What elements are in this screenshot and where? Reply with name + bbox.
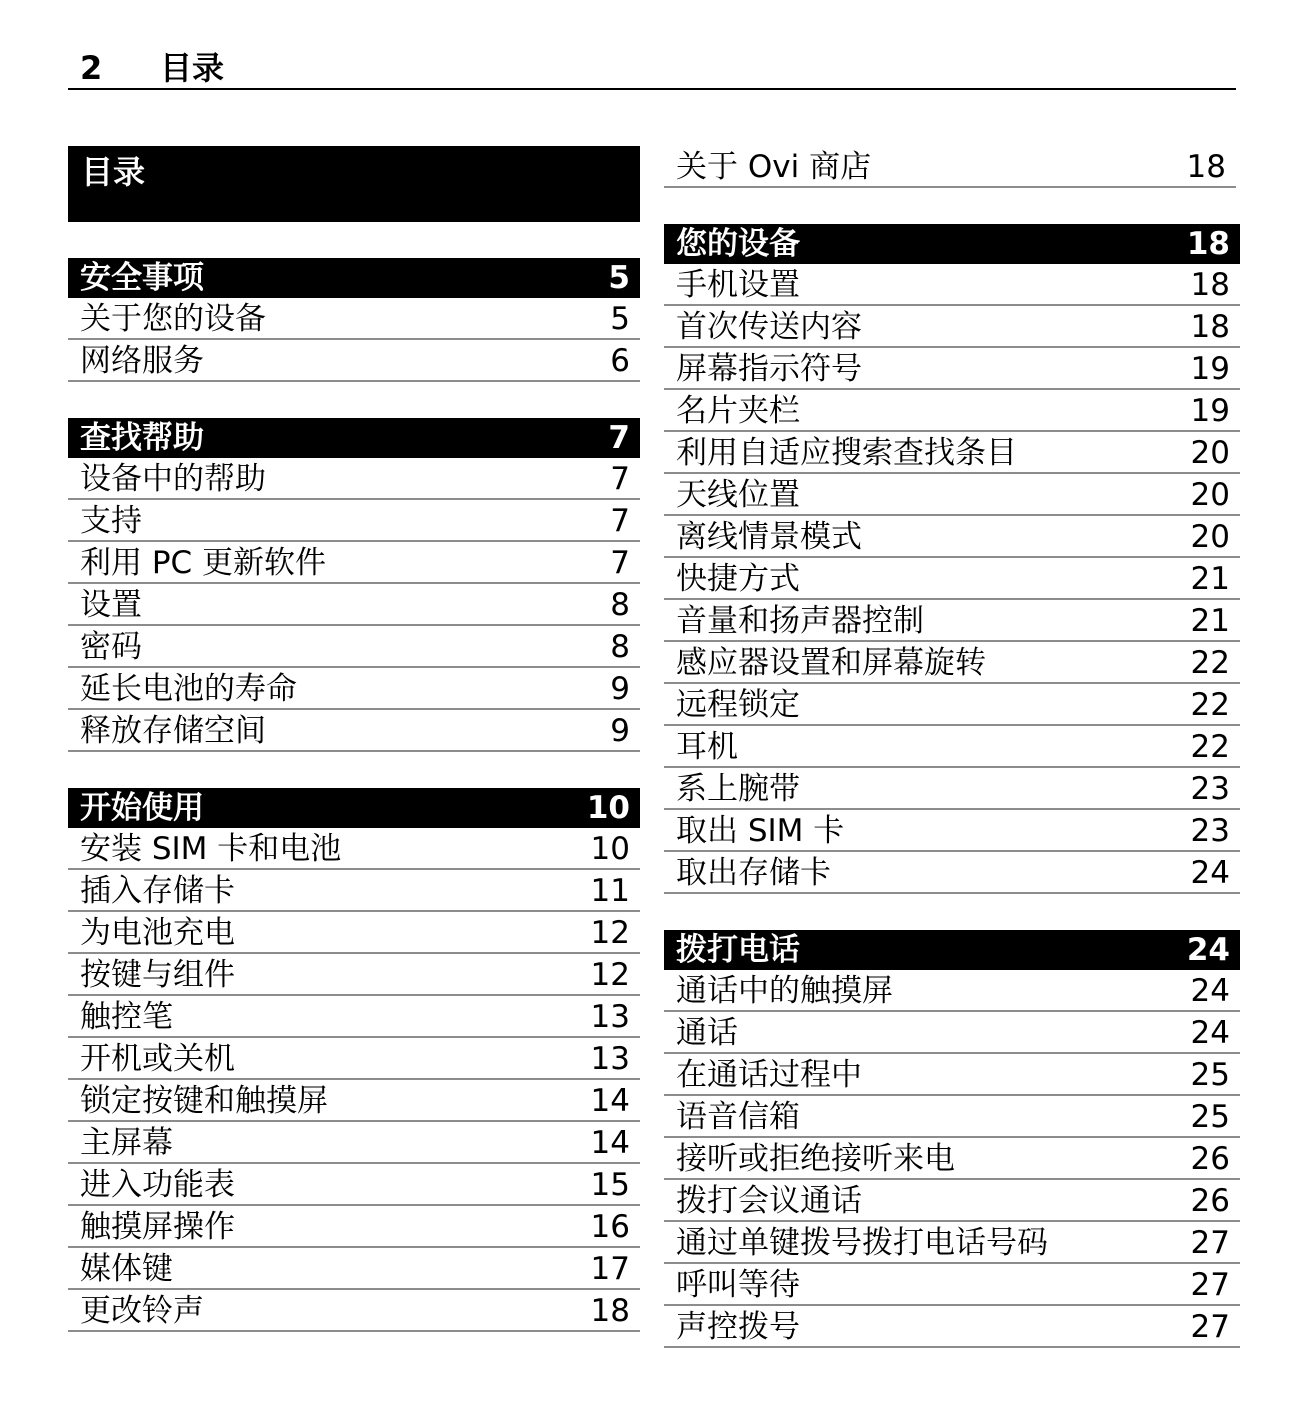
toc-entry-label: 更改铃声: [80, 1293, 204, 1329]
toc-entry-page-number: 25: [1190, 1057, 1230, 1093]
toc-entry-page-number: 7: [610, 503, 630, 539]
toc-entry[interactable]: [664, 684, 1240, 726]
toc-entry-label: 通话中的触摸屏: [676, 973, 893, 1009]
toc-entry-label: 锁定按键和触摸屏: [80, 1083, 328, 1119]
toc-entry[interactable]: [664, 642, 1240, 684]
toc-entry[interactable]: [68, 1248, 640, 1290]
toc-entry-page-number: 23: [1190, 771, 1230, 807]
toc-entry-page-number: 27: [1190, 1309, 1230, 1345]
page-header: [68, 46, 1236, 90]
section-heading[interactable]: [68, 788, 640, 828]
toc-entry-label: 关于 Ovi 商店: [676, 149, 872, 185]
toc-entry-page-number: 7: [610, 461, 630, 497]
toc-entry-label: 媒体键: [80, 1251, 173, 1287]
toc-title-banner: [68, 146, 640, 222]
toc-entry-page-number: 16: [590, 1209, 630, 1245]
toc-entry-page-number: 14: [590, 1125, 630, 1161]
section-heading-page-number: 24: [1186, 932, 1230, 968]
toc-entry-page-number: 10: [590, 831, 630, 867]
toc-entry-label: 在通话过程中: [676, 1057, 862, 1093]
toc-entry[interactable]: [68, 298, 640, 340]
toc-entry[interactable]: [664, 1180, 1240, 1222]
page-number: 2: [80, 49, 103, 87]
toc-entry-page-number: 22: [1190, 729, 1230, 765]
toc-entry-label: 接听或拒绝接听来电: [676, 1141, 955, 1177]
running-title: 目录: [160, 49, 225, 87]
toc-entry-page-number: 8: [610, 587, 630, 623]
toc-entry[interactable]: [68, 668, 640, 710]
section-heading[interactable]: [664, 930, 1240, 970]
toc-entry-label: 支持: [80, 503, 142, 539]
toc-entry-label: 耳机: [676, 729, 738, 765]
toc-entry[interactable]: [68, 912, 640, 954]
toc-entry-page-number: 18: [590, 1293, 630, 1329]
toc-entry-page-number: 6: [610, 343, 630, 379]
section-heading-page-number: 5: [608, 260, 630, 296]
toc-entry[interactable]: [664, 726, 1240, 768]
toc-entry-label: 主屏幕: [80, 1125, 173, 1161]
section-heading[interactable]: [68, 418, 640, 458]
toc-entry-label: 音量和扬声器控制: [676, 603, 924, 639]
toc-entry-page-number: 12: [590, 915, 630, 951]
toc-entry[interactable]: [68, 1290, 640, 1332]
toc-entry-label: 手机设置: [676, 267, 800, 303]
section-heading-page-number: 10: [586, 790, 630, 826]
toc-entry[interactable]: [664, 600, 1240, 642]
toc-entry[interactable]: [664, 852, 1240, 894]
toc-entry-label: 取出存储卡: [676, 855, 831, 891]
toc-entry-label: 系上腕带: [676, 771, 800, 807]
toc-entry-label: 触摸屏操作: [80, 1209, 235, 1245]
toc-entry[interactable]: [68, 542, 640, 584]
section-heading-label: 开始使用: [80, 790, 204, 826]
toc-entry-page-number: 24: [1190, 855, 1230, 891]
toc-entry-label: 插入存储卡: [80, 873, 235, 909]
section-heading-label: 拨打电话: [676, 932, 800, 968]
toc-entry[interactable]: [664, 306, 1240, 348]
toc-entry[interactable]: [68, 626, 640, 668]
toc-entry-label: 呼叫等待: [676, 1267, 800, 1303]
toc-entry[interactable]: [68, 1038, 640, 1080]
toc-entry-page-number: 20: [1190, 435, 1230, 471]
toc-entry-label: 首次传送内容: [676, 309, 862, 345]
toc-entry[interactable]: [68, 996, 640, 1038]
toc-entry-page-number: 24: [1190, 1015, 1230, 1051]
toc-entry-label: 通过单键拨号拨打电话号码: [676, 1225, 1048, 1261]
toc-entry[interactable]: [68, 340, 640, 382]
toc-entry[interactable]: [664, 1054, 1240, 1096]
toc-entry-label: 远程锁定: [676, 687, 800, 723]
toc-entry-label: 设备中的帮助: [80, 461, 266, 497]
toc-entry-label: 离线情景模式: [676, 519, 862, 555]
toc-entry[interactable]: [664, 1096, 1240, 1138]
toc-entry-label: 利用 PC 更新软件: [80, 545, 327, 581]
toc-entry-label: 密码: [80, 629, 142, 665]
toc-entry[interactable]: [68, 870, 640, 912]
toc-entry[interactable]: [68, 458, 640, 500]
toc-entry-page-number: 24: [1190, 973, 1230, 1009]
toc-entry-page-number: 22: [1190, 687, 1230, 723]
section-heading[interactable]: [68, 258, 640, 298]
toc-entry[interactable]: [664, 1222, 1240, 1264]
toc-entry-page-number: 15: [590, 1167, 630, 1203]
toc-entry-label: 触控笔: [80, 999, 173, 1035]
toc-entry-page-number: 9: [610, 671, 630, 707]
toc-entry-page-number: 26: [1190, 1183, 1230, 1219]
toc-entry-label: 按键与组件: [80, 957, 235, 993]
toc-entry[interactable]: [68, 1164, 640, 1206]
toc-entry[interactable]: [68, 710, 640, 752]
toc-entry[interactable]: [664, 558, 1240, 600]
toc-entry-page-number: 22: [1190, 645, 1230, 681]
toc-entry-page-number: 25: [1190, 1099, 1230, 1135]
toc-entry-page-number: 26: [1190, 1141, 1230, 1177]
toc-entry-page-number: 20: [1190, 477, 1230, 513]
toc-entry-label: 安装 SIM 卡和电池: [80, 831, 342, 867]
toc-entry[interactable]: [664, 390, 1240, 432]
section-heading-page-number: 7: [608, 420, 630, 456]
toc-entry-page-number: 21: [1190, 561, 1230, 597]
toc-entry-label: 语音信箱: [676, 1099, 800, 1135]
toc-entry[interactable]: [664, 474, 1240, 516]
toc-entry-label: 感应器设置和屏幕旋转: [676, 645, 986, 681]
toc-entry-label: 进入功能表: [80, 1167, 235, 1203]
toc-entry[interactable]: [664, 348, 1240, 390]
toc-entry[interactable]: [664, 768, 1240, 810]
toc-entry-label: 快捷方式: [676, 561, 800, 597]
toc-entry-label: 开机或关机: [80, 1041, 235, 1077]
toc-entry-page-number: 13: [590, 1041, 630, 1077]
toc-entry[interactable]: [664, 516, 1240, 558]
toc-entry-page-number: 20: [1190, 519, 1230, 555]
toc-entry-page-number: 14: [590, 1083, 630, 1119]
toc-entry-page-number: 5: [610, 301, 630, 337]
toc-entry-page-number: 18: [1190, 267, 1230, 303]
toc-entry[interactable]: [664, 1138, 1240, 1180]
toc-entry-label: 利用自适应搜索查找条目: [676, 435, 1017, 471]
toc-entry-page-number: 19: [1190, 393, 1230, 429]
toc-entry-label: 延长电池的寿命: [80, 671, 297, 707]
toc-entry-page-number: 12: [590, 957, 630, 993]
toc-entry[interactable]: [664, 1306, 1240, 1348]
toc-entry[interactable]: [68, 1122, 640, 1164]
toc-entry-label: 声控拨号: [676, 1309, 800, 1345]
toc-entry-label: 取出 SIM 卡: [676, 813, 845, 849]
section-heading-label: 您的设备: [676, 226, 800, 262]
toc-title: 目录: [81, 153, 146, 191]
toc-entry[interactable]: [664, 970, 1240, 1012]
toc-entry-page-number: 21: [1190, 603, 1230, 639]
toc-entry-label: 名片夹栏: [676, 393, 800, 429]
toc-entry[interactable]: [68, 1080, 640, 1122]
section-heading-page-number: 18: [1186, 226, 1230, 262]
toc-entry-label: 网络服务: [80, 343, 204, 379]
toc-entry-label: 为电池充电: [80, 915, 235, 951]
toc-entry[interactable]: [664, 1012, 1240, 1054]
toc-entry-label: 屏幕指示符号: [676, 351, 862, 387]
toc-entry[interactable]: [68, 954, 640, 996]
toc-entry[interactable]: [664, 264, 1240, 306]
toc-entry-page-number: 9: [610, 713, 630, 749]
section-heading-label: 查找帮助: [80, 420, 204, 456]
toc-entry-page-number: 8: [610, 629, 630, 665]
toc-entry[interactable]: [68, 828, 640, 870]
toc-entry[interactable]: [68, 1206, 640, 1248]
toc-entry-page-number: 17: [590, 1251, 630, 1287]
toc-entry-page-number: 18: [1190, 309, 1230, 345]
toc-entry[interactable]: [664, 146, 1236, 188]
toc-entry-page-number: 27: [1190, 1225, 1230, 1261]
toc-entry[interactable]: [664, 810, 1240, 852]
toc-entry[interactable]: [664, 1264, 1240, 1306]
toc-entry-page-number: 7: [610, 545, 630, 581]
toc-entry-label: 关于您的设备: [80, 301, 266, 337]
toc-entry-label: 拨打会议通话: [676, 1183, 862, 1219]
toc-entry-page-number: 13: [590, 999, 630, 1035]
toc-entry-page-number: 27: [1190, 1267, 1230, 1303]
toc-entry-label: 释放存储空间: [80, 713, 266, 749]
toc-entry-label: 设置: [80, 587, 142, 623]
section-heading-label: 安全事项: [80, 260, 204, 296]
toc-entry[interactable]: [68, 584, 640, 626]
toc-entry-page-number: 11: [590, 873, 630, 909]
toc-entry-page-number: 23: [1190, 813, 1230, 849]
toc-entry[interactable]: [664, 432, 1240, 474]
toc-entry-page-number: 19: [1190, 351, 1230, 387]
toc-entry-page-number: 18: [1186, 149, 1226, 185]
toc-entry-label: 通话: [676, 1015, 738, 1051]
section-heading[interactable]: [664, 224, 1240, 264]
toc-entry-label: 天线位置: [676, 477, 800, 513]
toc-entry[interactable]: [68, 500, 640, 542]
